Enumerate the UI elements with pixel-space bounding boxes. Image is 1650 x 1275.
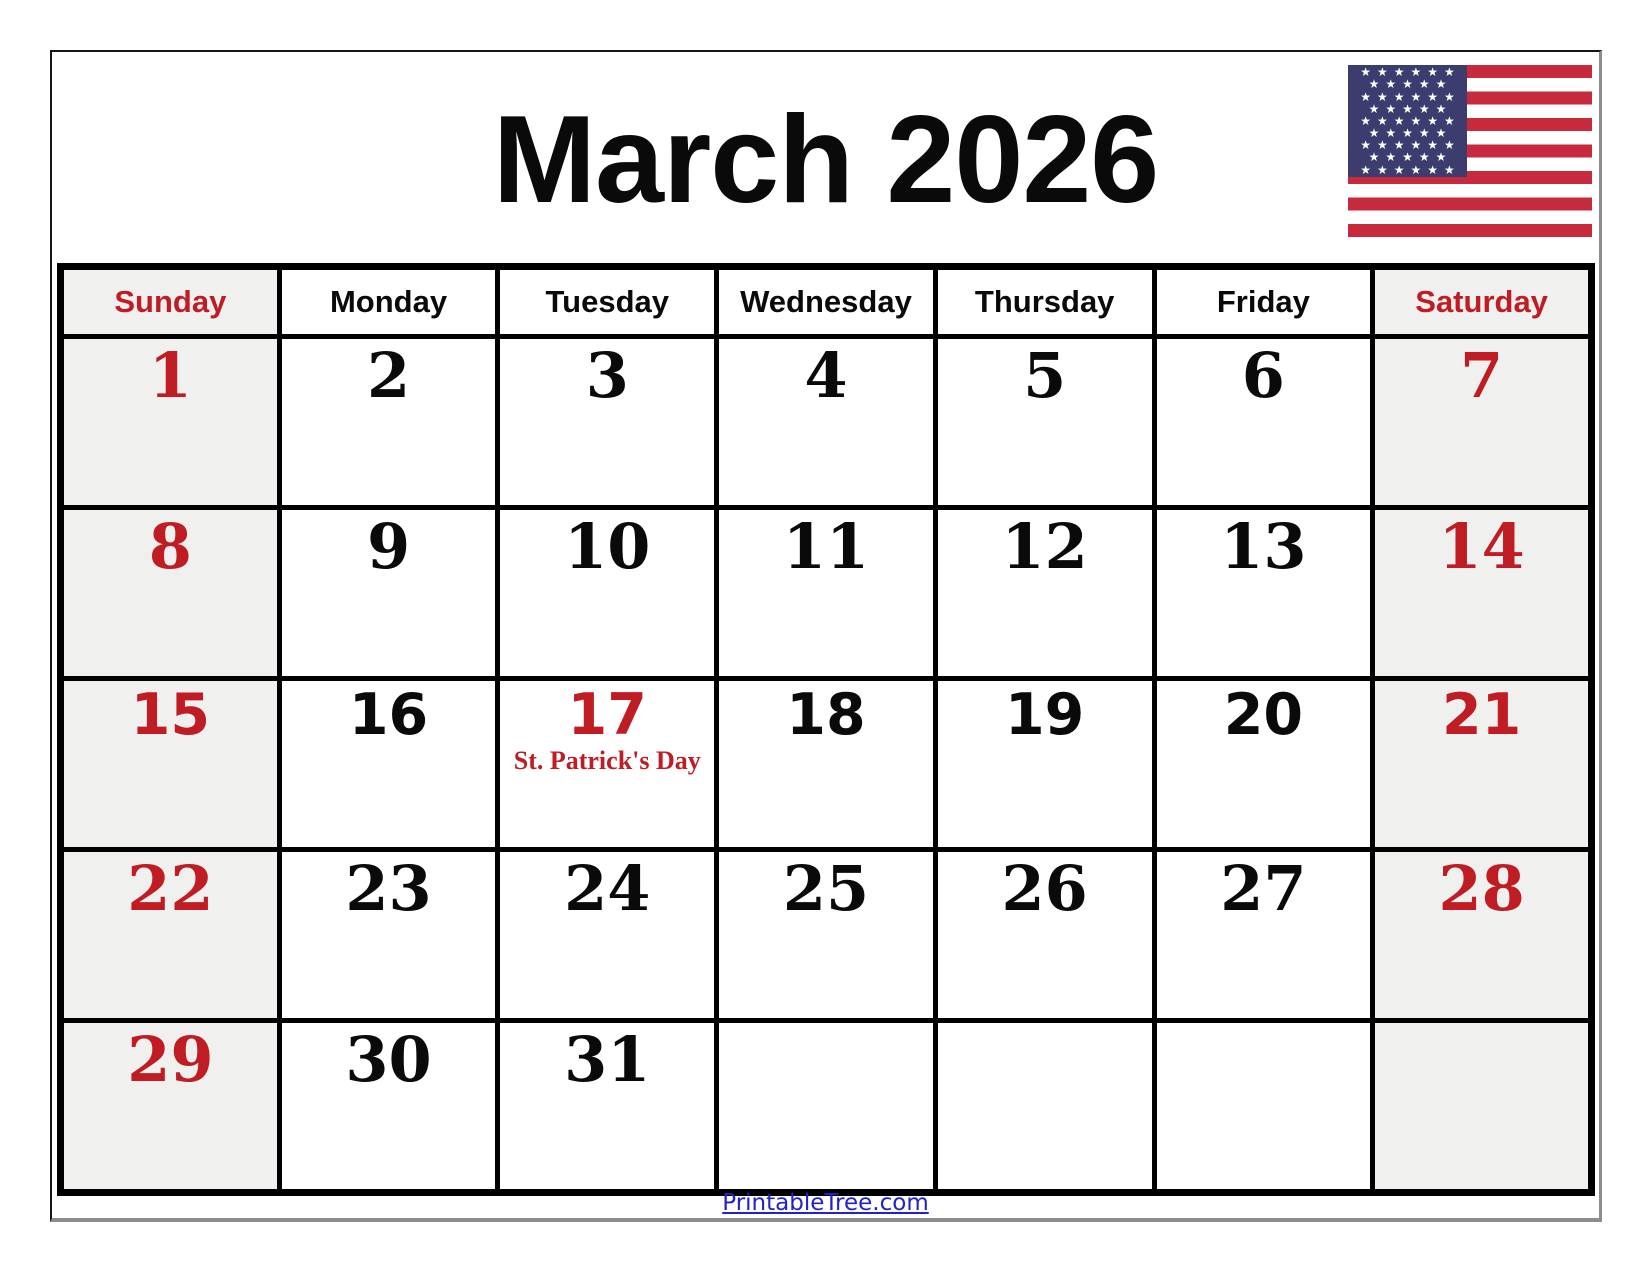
weekday-header-wednesday: Wednesday	[717, 267, 936, 337]
date-number: 21	[1441, 682, 1522, 748]
date-number: 28	[1438, 852, 1525, 925]
date-cell-empty	[717, 1021, 936, 1193]
date-cell-29	[61, 1021, 280, 1193]
date-cell-empty	[1373, 1021, 1592, 1193]
footer	[52, 1190, 1599, 1216]
date-cell-7	[1373, 337, 1592, 508]
date-number: 13	[1220, 510, 1307, 583]
date-number: 23	[345, 852, 432, 925]
flag-star-row: ★★★★★	[1368, 101, 1453, 116]
date-number: 6	[1241, 339, 1285, 412]
date-cell-13	[1154, 508, 1373, 679]
date-number: 14	[1438, 510, 1525, 583]
weekday-header-thursday: Thursday	[935, 267, 1154, 337]
date-number: 29	[127, 1023, 214, 1096]
date-number: 10	[564, 510, 651, 583]
flag-star-row: ★★★★★	[1368, 77, 1453, 92]
date-cell-6	[1154, 337, 1373, 508]
date-cell-25	[717, 850, 936, 1021]
date-number: 5	[1023, 339, 1067, 412]
date-number: 11	[782, 510, 870, 583]
date-cell-20	[1154, 679, 1373, 850]
date-number: 27	[1220, 852, 1307, 925]
calendar-page	[50, 50, 1602, 1222]
week-row	[61, 850, 1592, 1021]
week-row	[61, 337, 1592, 508]
date-number: 9	[366, 510, 411, 583]
weekday-header-row	[61, 267, 1592, 337]
date-cell-10	[498, 508, 717, 679]
date-cell-16	[279, 679, 498, 850]
page-title: March 2026	[492, 91, 1159, 229]
date-number: 24	[564, 852, 651, 925]
date-cell-22	[61, 850, 280, 1021]
date-cell-1	[61, 337, 280, 508]
date-cell-18	[717, 679, 936, 850]
calendar-grid	[57, 263, 1595, 1196]
date-number: 17	[567, 682, 647, 748]
date-cell-31	[498, 1021, 717, 1193]
date-cell-11	[717, 508, 936, 679]
date-cell-2	[279, 337, 498, 508]
weekday-header-saturday: Saturday	[1373, 267, 1592, 337]
weekday-header-friday: Friday	[1154, 267, 1373, 337]
date-cell-8	[61, 508, 280, 679]
date-number: 22	[127, 852, 214, 925]
date-cell-3	[498, 337, 717, 508]
date-cell-26	[935, 850, 1154, 1021]
week-row	[61, 679, 1592, 850]
date-cell-23	[279, 850, 498, 1021]
week-row	[61, 1021, 1592, 1193]
date-number: 31	[564, 1023, 651, 1096]
date-cell-5	[935, 337, 1154, 508]
us-flag-canton	[1348, 65, 1467, 177]
date-cell-12	[935, 508, 1154, 679]
flag-star-row: ★★★★★	[1368, 126, 1453, 141]
weekday-header-monday: Monday	[279, 267, 498, 337]
date-number: 12	[1001, 510, 1088, 583]
date-number: 19	[1005, 682, 1085, 748]
date-number: 26	[1001, 852, 1088, 925]
flag-star-row: ★★★★★★	[1360, 89, 1461, 104]
date-cell-27	[1154, 850, 1373, 1021]
date-cell-30	[279, 1021, 498, 1193]
date-cell-14	[1373, 508, 1592, 679]
date-number: 16	[348, 682, 429, 748]
date-number: 2	[366, 339, 411, 412]
flag-star-row: ★★★★★★	[1360, 65, 1461, 80]
flag-star-row: ★★★★★★	[1360, 113, 1461, 128]
date-number: 25	[782, 852, 870, 925]
date-number: 18	[786, 682, 866, 748]
weekday-header-sunday: Sunday	[61, 267, 280, 337]
date-cell-empty	[935, 1021, 1154, 1193]
date-number: 20	[1223, 682, 1304, 748]
date-cell-21	[1373, 679, 1592, 850]
site-link[interactable]: PrintableTree.com	[722, 1190, 929, 1216]
date-cell-24	[498, 850, 717, 1021]
date-number: 8	[148, 510, 192, 583]
flag-star-row: ★★★★★	[1368, 150, 1453, 165]
date-number: 7	[1460, 339, 1504, 412]
date-cell-19	[935, 679, 1154, 850]
date-number: 15	[130, 682, 211, 748]
us-flag-icon	[1348, 65, 1592, 237]
flag-star-row: ★★★★★★	[1360, 162, 1461, 177]
date-number: 1	[148, 339, 192, 412]
date-cell-15	[61, 679, 280, 850]
flag-star-row: ★★★★★★	[1360, 138, 1461, 153]
holiday-label: St. Patrick's Day	[513, 745, 701, 775]
date-number: 4	[804, 339, 848, 412]
date-cell-28	[1373, 850, 1592, 1021]
date-number: 30	[345, 1023, 432, 1096]
calendar-body	[61, 337, 1592, 1193]
date-cell-17	[498, 679, 717, 850]
weekday-header-tuesday: Tuesday	[498, 267, 717, 337]
date-cell-4	[717, 337, 936, 508]
date-number: 3	[585, 339, 629, 412]
date-cell-9	[279, 508, 498, 679]
week-row	[61, 508, 1592, 679]
date-cell-empty	[1154, 1021, 1373, 1193]
